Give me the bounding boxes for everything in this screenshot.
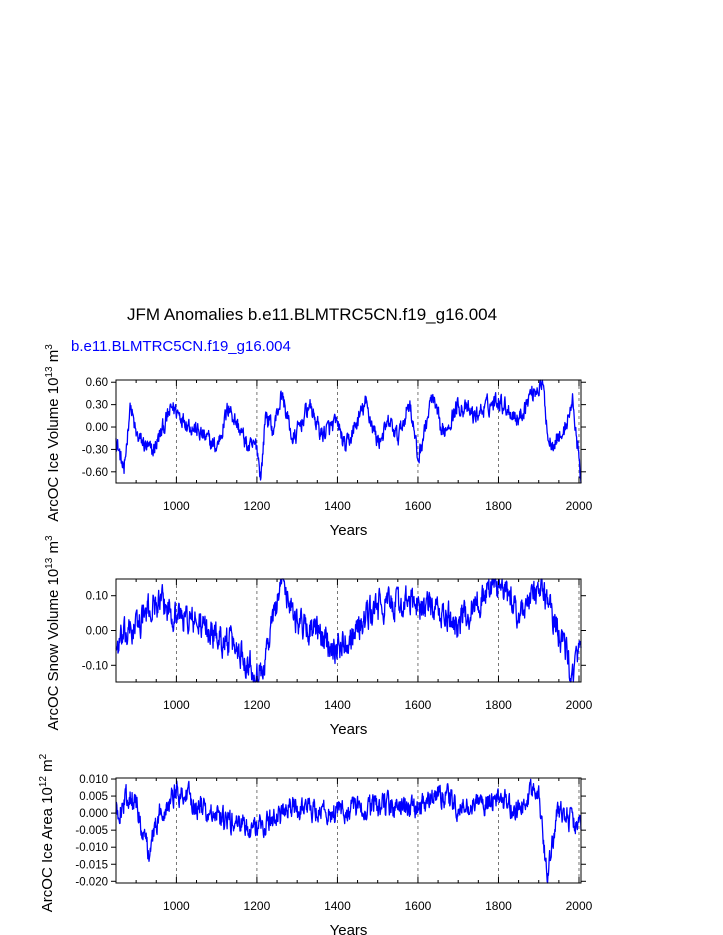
y-tick-label: -0.015 bbox=[75, 859, 108, 872]
y-tick-label: 0.10 bbox=[85, 590, 108, 603]
x-tick-label: 1400 bbox=[324, 698, 351, 712]
y-tick-label: -0.10 bbox=[81, 660, 108, 673]
x-tick-label: 1400 bbox=[324, 499, 351, 513]
y-tick-label: 0.005 bbox=[79, 791, 108, 804]
y-axis-label: ArcOC Snow Volume $10^{13}$ $m^3$ bbox=[44, 535, 62, 731]
x-tick-label: 1000 bbox=[163, 499, 190, 513]
x-tick-label: 1400 bbox=[324, 899, 351, 913]
y-tick-label: -0.010 bbox=[75, 842, 108, 855]
snow-volume-series-line bbox=[116, 579, 581, 682]
x-axis-label: Years bbox=[329, 922, 368, 935]
ice-area-panel bbox=[38, 753, 593, 935]
ice-area-series-line bbox=[116, 779, 581, 883]
x-tick-label: 2000 bbox=[565, 698, 593, 712]
x-tick-label: 1800 bbox=[485, 698, 512, 712]
y-tick-label: 0.000 bbox=[79, 808, 108, 821]
x-tick-label: 1200 bbox=[243, 698, 271, 712]
x-tick-label: 1800 bbox=[485, 899, 512, 913]
y-tick-label: 0.00 bbox=[85, 625, 108, 638]
y-tick-label: -0.020 bbox=[75, 876, 108, 889]
y-tick-label: -0.005 bbox=[75, 825, 108, 838]
snow-volume-panel bbox=[44, 535, 593, 738]
plot-frame bbox=[116, 380, 581, 483]
figure-subtitle: b.e11.BLMTRC5CN.f19_g16.004 bbox=[71, 338, 291, 355]
x-tick-label: 1200 bbox=[243, 499, 271, 513]
y-tick-label: 0.60 bbox=[85, 377, 108, 390]
x-axis-label: Years bbox=[329, 721, 368, 738]
figure-title: JFM Anomalies b.e11.BLMTRC5CN.f19_g16.004 bbox=[127, 305, 498, 324]
x-axis-label: Years bbox=[329, 522, 368, 539]
y-axis-label: ArcOC Ice Area $10^{12}$ $m^2$ bbox=[38, 753, 56, 913]
ice-volume-series-line bbox=[116, 380, 581, 483]
x-tick-label: 1800 bbox=[485, 499, 512, 513]
y-tick-label: -0.30 bbox=[81, 444, 108, 457]
x-tick-label: 2000 bbox=[565, 899, 593, 913]
y-tick-label: -0.60 bbox=[81, 466, 108, 479]
x-tick-label: 1600 bbox=[404, 499, 432, 513]
x-tick-label: 2000 bbox=[565, 499, 593, 513]
x-tick-label: 1600 bbox=[404, 899, 432, 913]
y-tick-label: 0.00 bbox=[85, 422, 108, 435]
x-tick-label: 1200 bbox=[243, 899, 271, 913]
y-axis-label: ArcOC Ice Volume $10^{13}$ $m^3$ bbox=[44, 344, 62, 522]
x-tick-label: 1000 bbox=[163, 899, 190, 913]
y-tick-label: 0.010 bbox=[79, 774, 108, 787]
x-tick-label: 1600 bbox=[404, 698, 432, 712]
ice-volume-panel bbox=[44, 344, 593, 539]
y-tick-label: 0.30 bbox=[85, 399, 108, 412]
x-tick-label: 1000 bbox=[163, 698, 190, 712]
